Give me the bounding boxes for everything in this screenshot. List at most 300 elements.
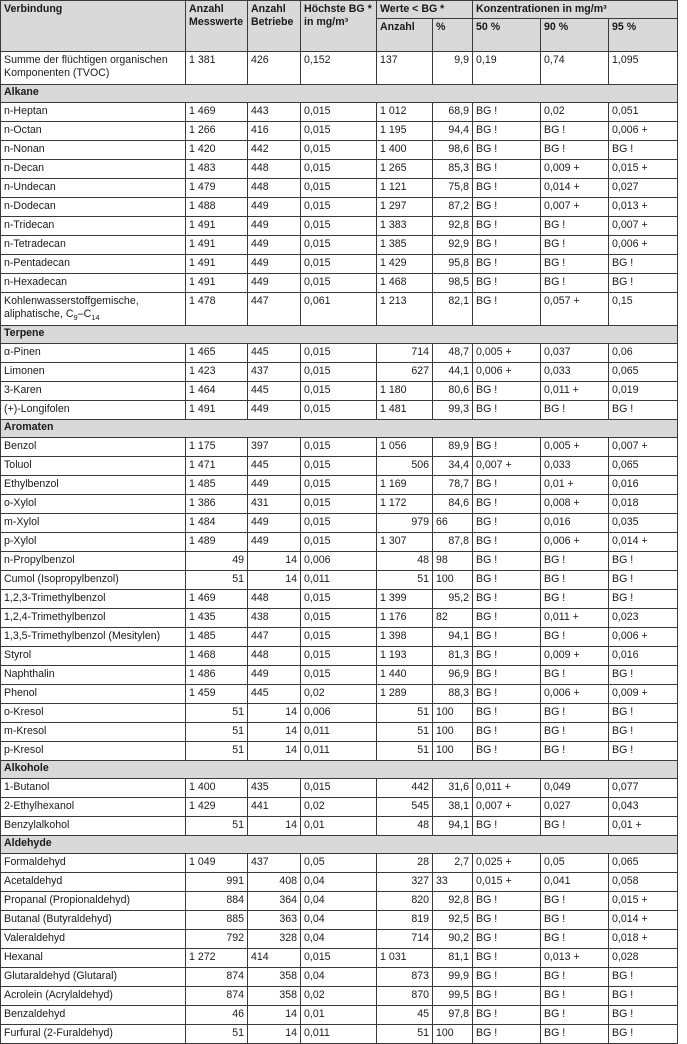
- cell-count-measurements: 1 484: [186, 514, 248, 533]
- cell-p50: BG !: [473, 817, 541, 836]
- cell-compound: n-Tridecan: [1, 217, 186, 236]
- cell-below-bg-count: 1 400: [377, 141, 433, 160]
- section-title: Alkohole: [1, 761, 678, 779]
- cell-p50: 0,025 +: [473, 854, 541, 873]
- cell-p95: 1,095: [609, 52, 678, 85]
- table-row: [1, 987, 678, 1006]
- cell-count-measurements: 1 420: [186, 141, 248, 160]
- cell-count-measurements: 1 491: [186, 236, 248, 255]
- cell-count-measurements: 1 485: [186, 476, 248, 495]
- cell-below-bg-pct: 66: [433, 514, 473, 533]
- cell-count-measurements: 1 465: [186, 344, 248, 363]
- cell-max-bg: 0,152: [301, 52, 377, 85]
- cell-count-measurements: 51: [186, 742, 248, 761]
- cell-count-companies: 416: [248, 122, 301, 141]
- cell-count-measurements: 792: [186, 930, 248, 949]
- cell-max-bg: 0,02: [301, 987, 377, 1006]
- cell-count-companies: 14: [248, 817, 301, 836]
- cell-below-bg-pct: 80,6: [433, 382, 473, 401]
- cell-below-bg-pct: 90,2: [433, 930, 473, 949]
- table-row: [1, 533, 678, 552]
- cell-compound: (+)-Longifolen: [1, 401, 186, 420]
- cell-max-bg: 0,015: [301, 609, 377, 628]
- cell-p95: BG !: [609, 590, 678, 609]
- cell-compound: n-Octan: [1, 122, 186, 141]
- cell-p90: 0,009 +: [541, 160, 609, 179]
- cell-p90: BG !: [541, 1006, 609, 1025]
- cell-below-bg-pct: 48,7: [433, 344, 473, 363]
- section-header-alkane: [1, 85, 678, 103]
- cell-compound: n-Dodecan: [1, 198, 186, 217]
- table-row: [1, 457, 678, 476]
- cell-p50: 0,19: [473, 52, 541, 85]
- cell-count-measurements: 1 488: [186, 198, 248, 217]
- table-row: [1, 255, 678, 274]
- cell-count-companies: 445: [248, 382, 301, 401]
- cell-below-bg-pct: 81,1: [433, 949, 473, 968]
- cell-below-bg-count: 48: [377, 817, 433, 836]
- cell-max-bg: 0,015: [301, 533, 377, 552]
- section-title: Alkane: [1, 85, 678, 103]
- cell-below-bg-pct: 96,9: [433, 666, 473, 685]
- cell-p90: 0,05: [541, 854, 609, 873]
- cell-p50: BG !: [473, 666, 541, 685]
- cell-p95: 0,051: [609, 103, 678, 122]
- cell-compound: o-Kresol: [1, 704, 186, 723]
- cell-max-bg: 0,04: [301, 911, 377, 930]
- cell-compound: [1, 293, 186, 326]
- cell-count-measurements: 51: [186, 704, 248, 723]
- cell-below-bg-count: 1 440: [377, 666, 433, 685]
- table-row: [1, 609, 678, 628]
- cell-compound: 1,3,5-Trimethylbenzol (Mesitylen): [1, 628, 186, 647]
- cell-compound: Cumol (Isopropylbenzol): [1, 571, 186, 590]
- table-row: [1, 476, 678, 495]
- cell-p95: 0,006 +: [609, 628, 678, 647]
- cell-p95: 0,035: [609, 514, 678, 533]
- cell-below-bg-pct: 87,8: [433, 533, 473, 552]
- cell-compound: n-Pentadecan: [1, 255, 186, 274]
- cell-p90: BG !: [541, 255, 609, 274]
- cell-p50: BG !: [473, 704, 541, 723]
- cell-count-measurements: 1 486: [186, 666, 248, 685]
- cell-p50: BG !: [473, 571, 541, 590]
- cell-below-bg-pct: 92,9: [433, 236, 473, 255]
- cell-max-bg: 0,061: [301, 293, 377, 326]
- cell-p90: 0,011 +: [541, 609, 609, 628]
- cell-count-companies: 328: [248, 930, 301, 949]
- cell-below-bg-pct: 78,7: [433, 476, 473, 495]
- cell-max-bg: 0,011: [301, 1025, 377, 1044]
- cell-p90: 0,02: [541, 103, 609, 122]
- cell-p50: 0,007 +: [473, 457, 541, 476]
- cell-count-measurements: 1 049: [186, 854, 248, 873]
- table-row: [1, 854, 678, 873]
- cell-compound: n-Heptan: [1, 103, 186, 122]
- cell-below-bg-count: 1 398: [377, 628, 433, 647]
- cell-max-bg: 0,015: [301, 198, 377, 217]
- cell-below-bg-count: 1 193: [377, 647, 433, 666]
- cell-max-bg: 0,015: [301, 647, 377, 666]
- cell-p95: BG !: [609, 987, 678, 1006]
- cell-max-bg: 0,015: [301, 141, 377, 160]
- cell-p90: 0,041: [541, 873, 609, 892]
- cell-p90: BG !: [541, 141, 609, 160]
- cell-below-bg-pct: 44,1: [433, 363, 473, 382]
- cell-below-bg-pct: 98,6: [433, 141, 473, 160]
- cell-below-bg-count: 51: [377, 571, 433, 590]
- table-row: [1, 141, 678, 160]
- cell-count-measurements: 1 479: [186, 179, 248, 198]
- cell-p95: BG !: [609, 1006, 678, 1025]
- cell-below-bg-pct: 82,1: [433, 293, 473, 326]
- cell-compound: n-Nonan: [1, 141, 186, 160]
- cell-p50: BG !: [473, 103, 541, 122]
- cell-max-bg: 0,015: [301, 476, 377, 495]
- cell-count-companies: 14: [248, 552, 301, 571]
- table-row: [1, 779, 678, 798]
- cell-count-measurements: 884: [186, 892, 248, 911]
- cell-p90: BG !: [541, 628, 609, 647]
- cell-p50: BG !: [473, 160, 541, 179]
- cell-p50: BG !: [473, 438, 541, 457]
- cell-below-bg-count: 714: [377, 930, 433, 949]
- cell-count-measurements: 1 491: [186, 217, 248, 236]
- cell-below-bg-pct: 100: [433, 723, 473, 742]
- cell-compound: Ethylbenzol: [1, 476, 186, 495]
- cell-p50: BG !: [473, 122, 541, 141]
- header-concentrations-group: Konzentrationen in mg/m³: [473, 1, 678, 19]
- cell-below-bg-count: 1 481: [377, 401, 433, 420]
- subscript-carbon-min: 9: [73, 313, 78, 323]
- cell-count-companies: 14: [248, 1006, 301, 1025]
- cell-count-companies: 441: [248, 798, 301, 817]
- cell-count-measurements: 1 175: [186, 438, 248, 457]
- cell-compound: Acrolein (Acrylaldehyd): [1, 987, 186, 1006]
- cell-below-bg-count: 1 056: [377, 438, 433, 457]
- cell-compound: Valeraldehyd: [1, 930, 186, 949]
- cell-below-bg-pct: 84,6: [433, 495, 473, 514]
- cell-p90: 0,01 +: [541, 476, 609, 495]
- cell-p90: BG !: [541, 930, 609, 949]
- cell-max-bg: 0,015: [301, 628, 377, 647]
- cell-below-bg-pct: 94,4: [433, 122, 473, 141]
- cell-below-bg-pct: 99,3: [433, 401, 473, 420]
- cell-p90: BG !: [541, 217, 609, 236]
- cell-p90: 0,009 +: [541, 647, 609, 666]
- cell-p95: 0,018 +: [609, 930, 678, 949]
- cell-compound: n-Tetradecan: [1, 236, 186, 255]
- cell-below-bg-count: 51: [377, 1025, 433, 1044]
- cell-count-companies: 445: [248, 685, 301, 704]
- cell-below-bg-pct: 89,9: [433, 438, 473, 457]
- cell-below-bg-count: 714: [377, 344, 433, 363]
- section-title: Terpene: [1, 326, 678, 344]
- cell-p50: BG !: [473, 198, 541, 217]
- cell-below-bg-count: 979: [377, 514, 433, 533]
- cell-p95: BG !: [609, 571, 678, 590]
- cell-p95: 0,065: [609, 457, 678, 476]
- cell-p95: 0,016: [609, 476, 678, 495]
- cell-p90: BG !: [541, 968, 609, 987]
- cell-compound: Summe der flüchtigen organischen Komponenten (TVOC): [1, 52, 186, 85]
- cell-max-bg: 0,015: [301, 236, 377, 255]
- header-row: [1, 1, 678, 19]
- table-row: [1, 685, 678, 704]
- cell-below-bg-count: 51: [377, 723, 433, 742]
- table-row: [1, 704, 678, 723]
- cell-p95: 0,016: [609, 647, 678, 666]
- cell-p90: 0,006 +: [541, 685, 609, 704]
- header-count-measurements: Anzahl Messwerte: [186, 1, 248, 52]
- cell-below-bg-count: 1 012: [377, 103, 433, 122]
- cell-below-bg-count: 1 385: [377, 236, 433, 255]
- cell-compound: p-Xylol: [1, 533, 186, 552]
- header-below-bg-group: Werte < BG *: [377, 1, 473, 19]
- cell-p90: 0,027: [541, 798, 609, 817]
- cell-max-bg: 0,015: [301, 666, 377, 685]
- cell-p90: 0,049: [541, 779, 609, 798]
- cell-max-bg: 0,015: [301, 179, 377, 198]
- cell-count-measurements: 1 478: [186, 293, 248, 326]
- header-compound: Verbindung: [1, 1, 186, 52]
- table-row: [1, 892, 678, 911]
- cell-p95: 0,007 +: [609, 217, 678, 236]
- cell-p95: 0,014 +: [609, 911, 678, 930]
- cell-below-bg-count: 48: [377, 552, 433, 571]
- cell-count-measurements: 1 489: [186, 533, 248, 552]
- cell-p50: BG !: [473, 987, 541, 1006]
- cell-count-companies: 431: [248, 495, 301, 514]
- cell-below-bg-pct: 88,3: [433, 685, 473, 704]
- table-row: [1, 217, 678, 236]
- cell-below-bg-pct: 38,1: [433, 798, 473, 817]
- cell-compound: 1-Butanol: [1, 779, 186, 798]
- cell-p95: 0,006 +: [609, 122, 678, 141]
- table-row: [1, 666, 678, 685]
- cell-p90: 0,057 +: [541, 293, 609, 326]
- cell-below-bg-pct: 92,8: [433, 892, 473, 911]
- cell-below-bg-pct: 33: [433, 873, 473, 892]
- cell-p90: BG !: [541, 122, 609, 141]
- cell-count-measurements: 46: [186, 1006, 248, 1025]
- cell-count-companies: 443: [248, 103, 301, 122]
- cell-count-companies: 449: [248, 217, 301, 236]
- cell-below-bg-count: 1 213: [377, 293, 433, 326]
- cell-p50: BG !: [473, 628, 541, 647]
- table-row: [1, 1025, 678, 1044]
- cell-p95: 0,01 +: [609, 817, 678, 836]
- cell-p90: 0,005 +: [541, 438, 609, 457]
- cell-p50: BG !: [473, 968, 541, 987]
- cell-p50: BG !: [473, 495, 541, 514]
- header-below-bg-count: Anzahl: [377, 19, 433, 52]
- cell-p50: 0,015 +: [473, 873, 541, 892]
- cell-count-companies: 358: [248, 968, 301, 987]
- cell-p50: BG !: [473, 514, 541, 533]
- table-row: [1, 798, 678, 817]
- cell-below-bg-pct: 98: [433, 552, 473, 571]
- cell-below-bg-count: 1 172: [377, 495, 433, 514]
- cell-p95: BG !: [609, 552, 678, 571]
- cell-max-bg: 0,011: [301, 742, 377, 761]
- cell-below-bg-pct: 100: [433, 742, 473, 761]
- cell-count-companies: 437: [248, 363, 301, 382]
- cell-p95: 0,015 +: [609, 160, 678, 179]
- cell-compound: Benzaldehyd: [1, 1006, 186, 1025]
- cell-count-measurements: 1 485: [186, 628, 248, 647]
- cell-p90: BG !: [541, 742, 609, 761]
- cell-count-companies: 363: [248, 911, 301, 930]
- table-row: [1, 198, 678, 217]
- cell-count-measurements: 1 468: [186, 647, 248, 666]
- cell-count-companies: 449: [248, 401, 301, 420]
- cell-p95: BG !: [609, 141, 678, 160]
- cell-p90: BG !: [541, 892, 609, 911]
- cell-p90: 0,006 +: [541, 533, 609, 552]
- cell-count-companies: 364: [248, 892, 301, 911]
- cell-p50: BG !: [473, 742, 541, 761]
- cell-count-measurements: 1 266: [186, 122, 248, 141]
- cell-count-companies: 14: [248, 1025, 301, 1044]
- cell-compound: m-Kresol: [1, 723, 186, 742]
- cell-count-companies: 448: [248, 590, 301, 609]
- cell-below-bg-pct: 87,2: [433, 198, 473, 217]
- cell-count-companies: 438: [248, 609, 301, 628]
- table-row: [1, 236, 678, 255]
- cell-p95: 0,065: [609, 363, 678, 382]
- cell-p50: BG !: [473, 892, 541, 911]
- cell-max-bg: 0,015: [301, 344, 377, 363]
- table-row: [1, 873, 678, 892]
- cell-p50: BG !: [473, 217, 541, 236]
- subscript-carbon-max: 14: [91, 313, 100, 323]
- table-row: [1, 1006, 678, 1025]
- cell-count-companies: 448: [248, 160, 301, 179]
- cell-count-measurements: 1 429: [186, 798, 248, 817]
- cell-compound: Formaldehyd: [1, 854, 186, 873]
- cell-below-bg-pct: 92,5: [433, 911, 473, 930]
- cell-p50: BG !: [473, 293, 541, 326]
- cell-max-bg: 0,015: [301, 457, 377, 476]
- cell-p95: 0,06: [609, 344, 678, 363]
- cell-max-bg: 0,015: [301, 401, 377, 420]
- cell-count-measurements: 1 469: [186, 103, 248, 122]
- cell-p50: BG !: [473, 949, 541, 968]
- table-row: [1, 742, 678, 761]
- cell-count-measurements: 1 272: [186, 949, 248, 968]
- cell-below-bg-pct: 99,9: [433, 968, 473, 987]
- table-row: [1, 401, 678, 420]
- cell-compound: 2-Ethylhexanol: [1, 798, 186, 817]
- cell-p50: BG !: [473, 141, 541, 160]
- cell-max-bg: 0,01: [301, 1006, 377, 1025]
- cell-p90: BG !: [541, 723, 609, 742]
- cell-compound: α-Pinen: [1, 344, 186, 363]
- cell-p50: BG !: [473, 476, 541, 495]
- cell-compound: 1,2,4-Trimethylbenzol: [1, 609, 186, 628]
- cell-max-bg: 0,015: [301, 779, 377, 798]
- cell-count-measurements: 885: [186, 911, 248, 930]
- cell-count-measurements: 874: [186, 987, 248, 1006]
- cell-p95: 0,028: [609, 949, 678, 968]
- table-row: [1, 647, 678, 666]
- cell-max-bg: 0,011: [301, 571, 377, 590]
- cell-count-companies: 447: [248, 628, 301, 647]
- section-header-terpene: [1, 326, 678, 344]
- cell-below-bg-count: 819: [377, 911, 433, 930]
- cell-max-bg: 0,04: [301, 892, 377, 911]
- cell-max-bg: 0,04: [301, 968, 377, 987]
- cell-count-measurements: 51: [186, 817, 248, 836]
- cell-p90: 0,033: [541, 457, 609, 476]
- cell-compound: Phenol: [1, 685, 186, 704]
- cell-compound: n-Decan: [1, 160, 186, 179]
- cell-count-companies: 449: [248, 236, 301, 255]
- cell-count-companies: 449: [248, 198, 301, 217]
- section-header-aldehyde: [1, 836, 678, 854]
- cell-below-bg-count: 1 195: [377, 122, 433, 141]
- cell-count-companies: 448: [248, 647, 301, 666]
- cell-p90: 0,008 +: [541, 495, 609, 514]
- cell-count-measurements: 49: [186, 552, 248, 571]
- cell-p90: 0,037: [541, 344, 609, 363]
- cell-count-measurements: 51: [186, 571, 248, 590]
- cell-count-companies: 14: [248, 704, 301, 723]
- cell-max-bg: 0,015: [301, 438, 377, 457]
- cell-below-bg-count: 1 176: [377, 609, 433, 628]
- cell-count-companies: 14: [248, 742, 301, 761]
- section-header-alkohole: [1, 761, 678, 779]
- table-row: [1, 179, 678, 198]
- cell-count-companies: 449: [248, 476, 301, 495]
- cell-compound: n-Hexadecan: [1, 274, 186, 293]
- cell-p95: 0,007 +: [609, 438, 678, 457]
- cell-max-bg: 0,015: [301, 363, 377, 382]
- cell-below-bg-count: 1 031: [377, 949, 433, 968]
- section-title: Aldehyde: [1, 836, 678, 854]
- cell-count-measurements: 1 386: [186, 495, 248, 514]
- cell-below-bg-count: 1 383: [377, 217, 433, 236]
- cell-count-measurements: 51: [186, 1025, 248, 1044]
- cell-count-companies: 408: [248, 873, 301, 892]
- header-count-companies: Anzahl Betriebe: [248, 1, 301, 52]
- cell-below-bg-count: 45: [377, 1006, 433, 1025]
- cell-p95: 0,043: [609, 798, 678, 817]
- cell-compound: Benzol: [1, 438, 186, 457]
- cell-below-bg-count: 51: [377, 742, 433, 761]
- cell-count-companies: 14: [248, 571, 301, 590]
- table-row: [1, 438, 678, 457]
- cell-below-bg-count: 1 429: [377, 255, 433, 274]
- cell-compound: o-Xylol: [1, 495, 186, 514]
- cell-p95: 0,006 +: [609, 236, 678, 255]
- cell-below-bg-count: 1 307: [377, 533, 433, 552]
- cell-p50: BG !: [473, 255, 541, 274]
- cell-p95: 0,027: [609, 179, 678, 198]
- cell-max-bg: 0,02: [301, 798, 377, 817]
- cell-below-bg-count: 1 121: [377, 179, 433, 198]
- cell-below-bg-count: 1 169: [377, 476, 433, 495]
- cell-p50: 0,007 +: [473, 798, 541, 817]
- cell-p50: BG !: [473, 382, 541, 401]
- cell-compound: Propanal (Propionaldehyd): [1, 892, 186, 911]
- cell-count-companies: 358: [248, 987, 301, 1006]
- cell-p50: 0,006 +: [473, 363, 541, 382]
- cell-below-bg-count: 820: [377, 892, 433, 911]
- cell-p90: 0,014 +: [541, 179, 609, 198]
- cell-below-bg-pct: 2,7: [433, 854, 473, 873]
